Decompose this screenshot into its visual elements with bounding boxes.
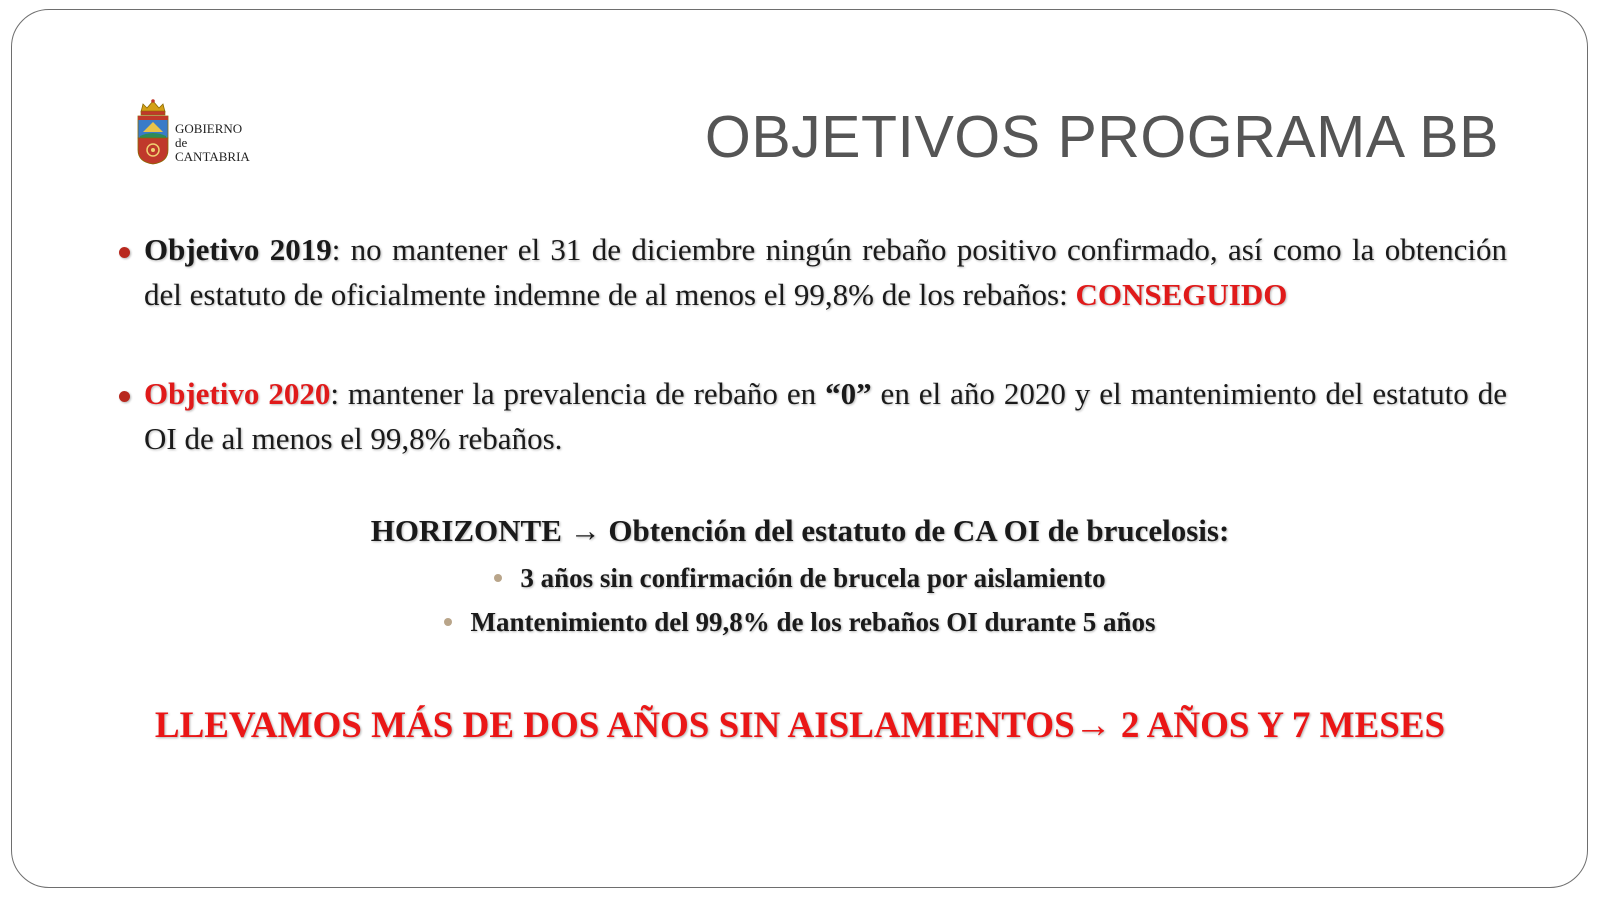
sub-bullet-icon <box>444 618 452 626</box>
horizonte-label: HORIZONTE <box>370 513 562 548</box>
sub-bullet-icon <box>494 574 502 582</box>
gobierno-cantabria-logo <box>135 98 275 170</box>
coat-of-arms-icon <box>135 98 171 166</box>
slide-title: OBJETIVOS PROGRAMA BB <box>704 104 1499 170</box>
objetivo-2019-text: : no mantener el 31 de diciembre ningún rebaño positivo confirmado, así como la obtención del estatuto de oficialmente indemne de al menos el 99,8% de los rebaños: <box>144 232 1507 312</box>
horizonte-item <box>0 607 1600 638</box>
horizonte-arrow-icon: → <box>569 513 601 548</box>
horizonte-item-text: Mantenimiento del 99,8% de los rebaños OI durante 5 años <box>470 607 1156 637</box>
objetivo-2020-text-b: en el año 2020 y el mantenimiento del estatuto de OI de al menos el 99,8% rebaños. <box>144 376 1507 456</box>
status-conseguido: CONSEGUIDO <box>1075 277 1288 312</box>
objetivo-2020-text-a: : mantener la prevalencia de rebaño en <box>330 376 826 411</box>
bullet-objetivo-2020 <box>144 371 1507 461</box>
final-statement <box>0 704 1600 747</box>
logo-line-1: GOBIERNO <box>175 121 243 136</box>
objetivo-2020-label: Objetivo 2020 <box>144 376 331 411</box>
bullet-objetivo-2019 <box>144 227 1507 317</box>
horizonte-text: Obtención del estatuto de CA OI de brucelosis: <box>600 513 1230 548</box>
horizonte-item-text: 3 años sin confirmación de brucela por aislamiento <box>520 563 1106 593</box>
final-arrow-icon: → <box>1074 705 1112 746</box>
horizonte-item <box>0 563 1600 594</box>
final-text-a: LLEVAMOS MÁS DE DOS AÑOS SIN AISLAMIENTOS <box>154 705 1075 746</box>
logo-line-2: de <box>175 135 188 150</box>
horizonte-heading <box>0 513 1600 549</box>
final-text-b: 2 AÑOS Y 7 MESES <box>1111 705 1446 746</box>
objetivo-2019-label: Objetivo 2019 <box>144 232 332 267</box>
objetivo-2020-quote: “0” <box>825 376 872 411</box>
logo-line-3: CANTABRIA <box>175 149 250 164</box>
